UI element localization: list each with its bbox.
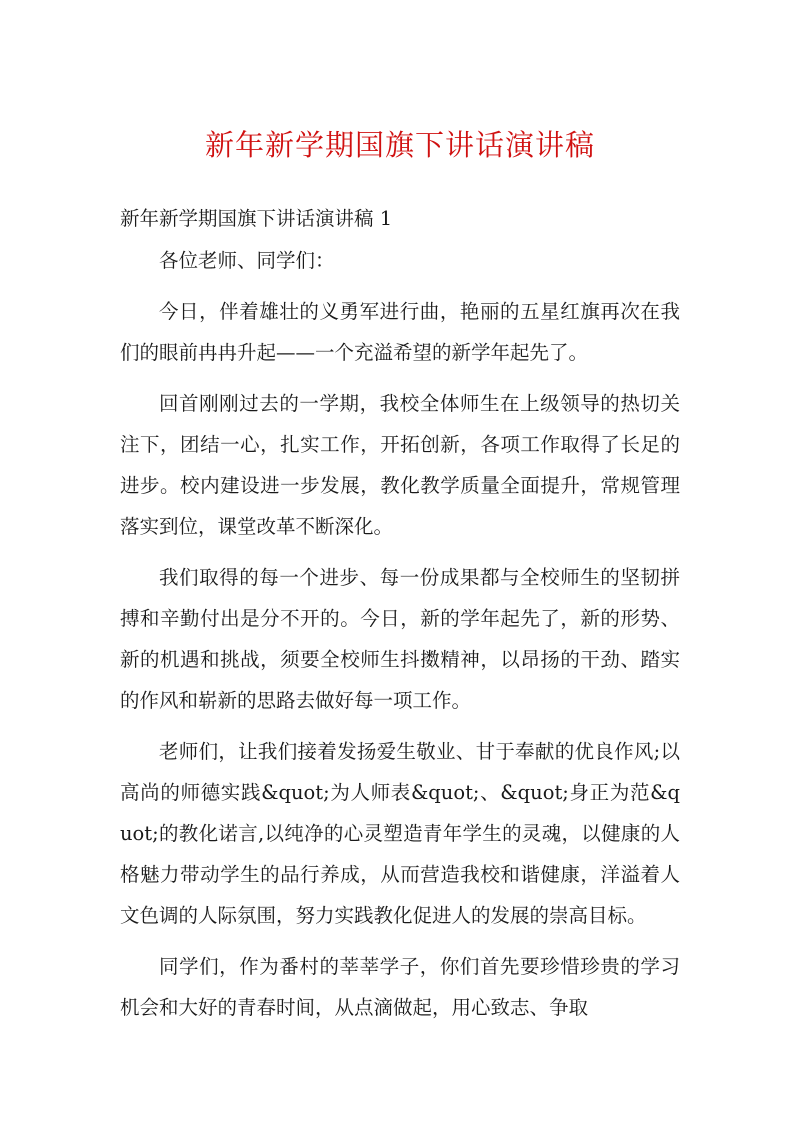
salutation: 各位老师、同学们： <box>159 249 335 272</box>
paragraph-5: 同学们，作为番村的莘莘学子，你们首先要珍惜珍贵的学习机会和大好的青春时间，从点滴做起，用心致志、争取 <box>120 955 680 1019</box>
paragraph-4: 老师们，让我们接着发扬爱生敬业、甘于奉献的优良作风;以高尚的师德实践&quot;为人师表&quot;、&quot;身正为范&quot;的教化诺言,以纯净的心灵塑造青年学生的灵魂，以健康的人格魅力带动学生的品行养成，从而营造我校和谐健康，洋溢着人文色调的人际氛围，努力实践教化促进人的发展的崇高目标。 <box>120 740 680 927</box>
paragraph-2: 回首刚刚过去的一学期，我校全体师生在上级领导的热切关注下，团结一心，扎实工作，开拓创新，各项工作取得了长足的进步。校内建设进一步发展，教化教学质量全面提升，常规管理落实到位，课堂改革不断深化。 <box>120 392 680 538</box>
document-subtitle: 新年新学期国旗下讲话演讲稿 1 <box>120 207 393 230</box>
document-title: 新年新学期国旗下讲话演讲稿 <box>204 128 595 162</box>
paragraph-3: 我们取得的每一个进步、每一份成果都与全校师生的坚韧拼搏和辛勤付出是分不开的。今日，新的学年起先了，新的形势、新的机遇和挑战，须要全校师生抖擞精神，以昂扬的干劲、踏实的作风和崭新的思路去做好每一项工作。 <box>120 566 680 712</box>
paragraph-1: 今日，伴着雄壮的义勇军进行曲，艳丽的五星红旗再次在我们的眼前冉冉升起——一个充溢希望的新学年起先了。 <box>120 300 680 364</box>
